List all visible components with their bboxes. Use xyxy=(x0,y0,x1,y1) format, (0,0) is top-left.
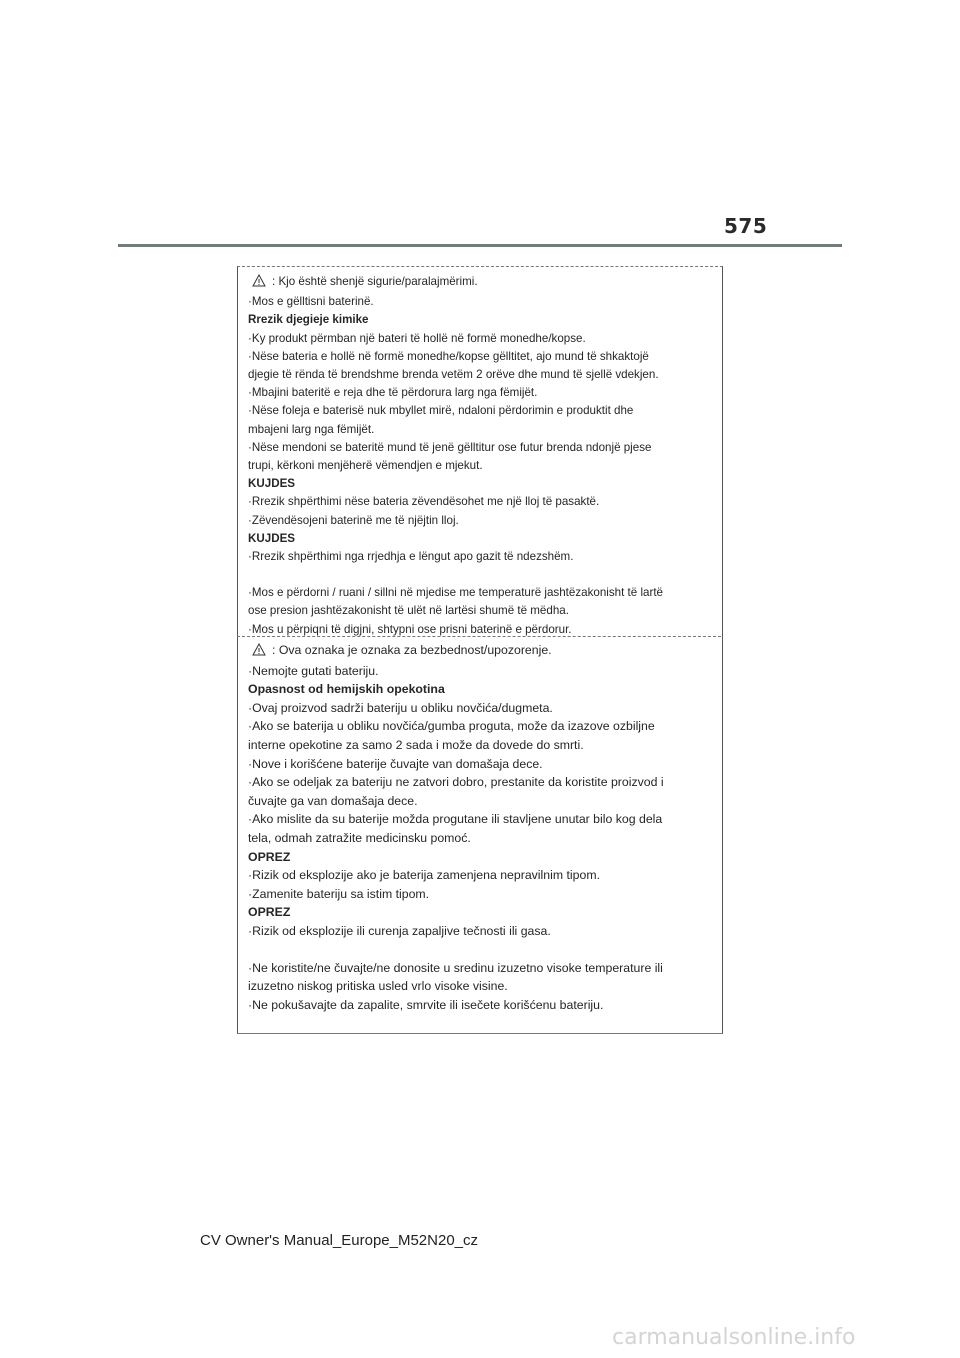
list-item: ·Ky produkt përmban një bateri të hollë në formë monedhe/kopse. xyxy=(248,331,586,345)
list-item: ·Ako se odeljak za bateriju ne zatvori dobro, prestanite da koristite proizvod i xyxy=(248,775,664,790)
spacer xyxy=(248,941,718,959)
watermark: carmanualsonline.info xyxy=(612,1325,856,1350)
list-item: ·Nëse mendoni se bateritë mund të jenë gëlltitur ose futur brenda ndonjë pjese xyxy=(248,440,652,454)
list-item: ·Mos e përdorni / ruani / sillni në mjedise me temperaturë jashtëzakonisht të lartë xyxy=(248,586,663,600)
list-item: ·Ne pokušavajte da zapalite, smrvite ili isečete korišćenu bateriju. xyxy=(248,997,604,1012)
list-item: ·Rizik od eksplozije ako je baterija zamenjena nepravilnim tipom. xyxy=(248,868,600,883)
list-item: ·Mos u përpiqni të digjni, shtypni ose prisni baterinë e përdorur. xyxy=(248,622,572,636)
list-item: ·Nëse bateria e hollë në formë monedhe/kopse gëlltitet, ajo mund të shkaktojë xyxy=(248,349,649,363)
list-item: djegie të rënda të brendshme brenda vetëm 2 orëve dhe mund të sjellë vdekjen. xyxy=(248,368,659,382)
caution-heading: OPREZ xyxy=(248,849,291,864)
section-heading: Rrezik djegieje kimike xyxy=(248,313,369,327)
list-item: ·Rrezik shpërthimi nëse bateria zëvendësohet me një lloj të pasaktë. xyxy=(248,495,600,509)
list-item: ·Nemojte gutati bateriju. xyxy=(248,663,379,678)
header-rule xyxy=(118,244,842,247)
warning-triangle-icon xyxy=(252,274,266,293)
albanian-intro-line xyxy=(248,273,718,293)
list-item: ·Zëvendësojeni baterinë me të njëjtin lloj. xyxy=(248,513,459,527)
caution-heading: KUJDES xyxy=(248,531,296,545)
list-item: izuzetno niskog pritiska usled vrlo visoke visine. xyxy=(248,979,508,994)
list-item: ·Nove i korišćene baterije čuvajte van domašaja dece. xyxy=(248,756,543,771)
list-item: ·Ne koristite/ne čuvajte/ne donosite u sredinu izuzetno visoke temperature ili xyxy=(248,960,663,975)
albanian-intro-text: : Kjo është shenjë sigurie/paralajmërimi. xyxy=(272,275,478,288)
list-item: ose presion jashtëzakonisht të ulët në lartësi shumë të mëdha. xyxy=(248,604,569,618)
list-item: ·Ako mislite da su baterije možda progutane ili stavljene unutar bilo kog dela xyxy=(248,812,663,827)
page-number: 575 xyxy=(724,214,768,238)
list-item: ·Nëse foleja e baterisë nuk mbyllet mirë, ndaloni përdorimin e produktit dhe xyxy=(248,404,634,418)
caution-heading: OPREZ xyxy=(248,905,291,920)
list-item: ·Ako se baterija u obliku novčića/gumba proguta, može da izazove ozbiljne xyxy=(248,719,655,734)
list-item: ·Mbajini bateritë e reja dhe të përdorura larg nga fëmijët. xyxy=(248,386,538,400)
list-item: trupi, kërkoni menjëherë vëmendjen e mjekut. xyxy=(248,459,483,473)
list-item: interne opekotine za samo 2 sada i može da dovede do smrti. xyxy=(248,737,584,752)
warning-triangle-icon xyxy=(252,643,266,662)
list-item: ·Rrezik shpërthimi nga rrjedhja e lëngut apo gazit të ndezshëm. xyxy=(248,550,574,564)
list-item: ·Zamenite bateriju sa istim tipom. xyxy=(248,886,430,901)
list-item: mbajeni larg nga fëmijët. xyxy=(248,422,375,436)
caution-heading: KUJDES xyxy=(248,477,296,491)
albanian-warning-section xyxy=(248,273,718,639)
footer-manual-title: CV Owner's Manual_Europe_M52N20_cz xyxy=(200,1232,479,1249)
list-item: čuvajte ga van domašaja dece. xyxy=(248,793,418,808)
section-heading: Opasnost od hemijskih opekotina xyxy=(248,682,445,697)
serbian-warning-section xyxy=(248,641,718,1014)
list-item: tela, odmah zatražite medicinsku pomoć. xyxy=(248,830,471,845)
serbian-intro-text: : Ova oznaka je oznaka za bezbednost/upozorenje. xyxy=(272,643,552,657)
list-item: ·Ovaj proizvod sadrži bateriju u obliku novčića/dugmeta. xyxy=(248,700,553,715)
spacer xyxy=(248,566,718,584)
list-item: ·Rizik od eksplozije ili curenja zapaljive tečnosti ili gasa. xyxy=(248,923,551,938)
list-item: ·Mos e gëlltisni baterinë. xyxy=(248,295,374,309)
serbian-intro-line xyxy=(248,641,718,662)
